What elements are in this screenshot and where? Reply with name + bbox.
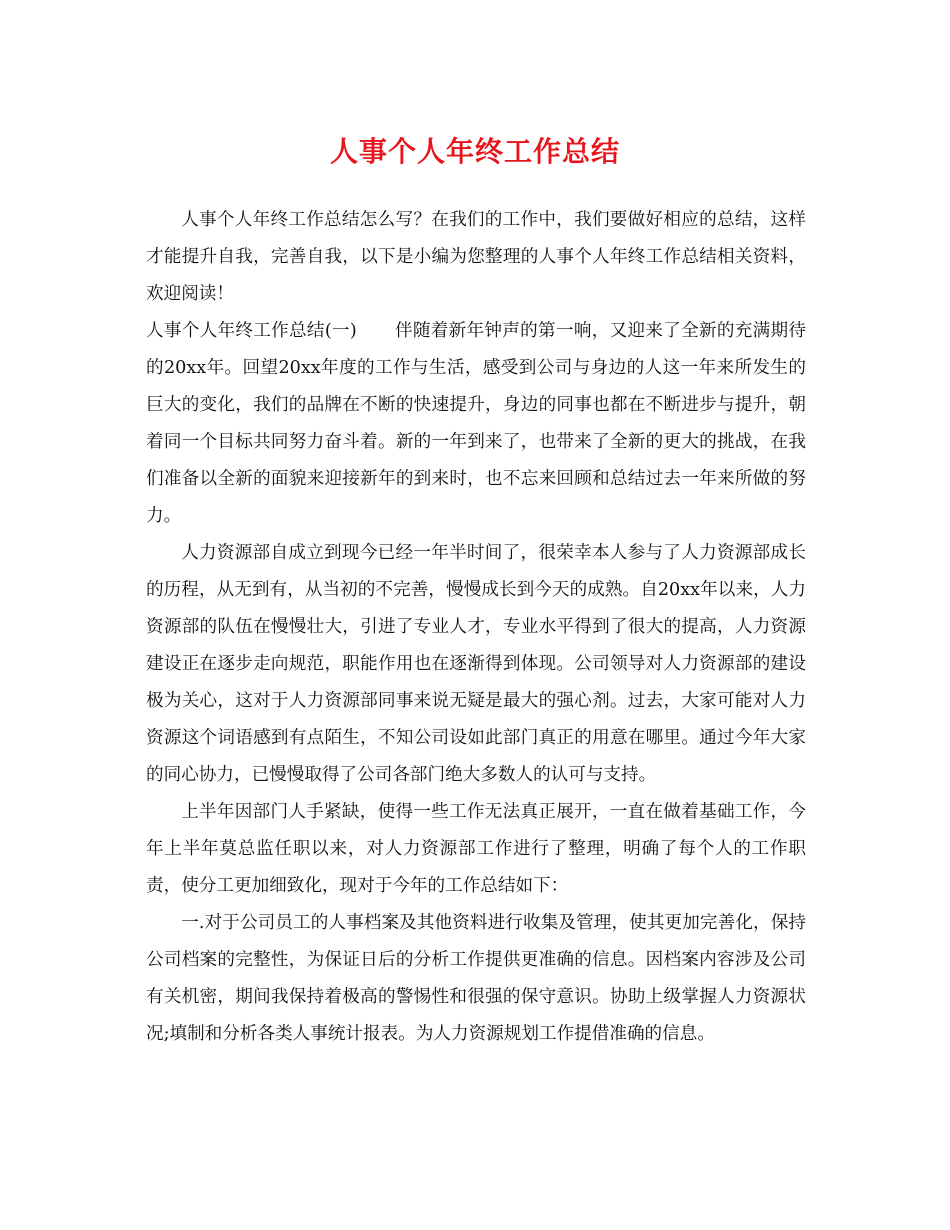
- intro-paragraph: 人事个人年终工作总结怎么写？在我们的工作中，我们要做好相应的总结，这样才能提升自我，完善自我，以下是小编为您整理的人事个人年终工作总结相关资料，欢迎阅读！: [146, 210, 806, 304]
- paragraph-item-one: 一.对于公司员工的人事档案及其他资料进行收集及管理，使其更加完善化，保持公司档案的完整性，为保证日后的分析工作提供更准确的信息。因档案内容涉及公司有关机密，期间我保持着极高的警惕性和很强的保守意识。协助上级掌握人力资源状况;填制和分析各类人事统计报表。为人力资源规划工作提借准确的信息。: [146, 913, 806, 1044]
- section-heading: 人事个人年终工作总结(一): [146, 321, 357, 341]
- paragraph-first-half: 上半年因部门人手紧缺，使得一些工作无法真正展开，一直在做着基础工作，今年上半年莫总监任职以来，对人力资源部工作进行了整理，明确了每个人的工作职责，使分工更加细致化，现对于今年的工作总结如下：: [146, 802, 806, 896]
- section-one-paragraph: [146, 313, 806, 535]
- document-body: [146, 202, 806, 1053]
- document-title: 人事个人年终工作总结: [329, 135, 620, 168]
- paragraph-hr-history: 人力资源部自成立到现今已经一年半时间了，很荣幸本人参与了人力资源部成长的历程，从无到有，从当初的不完善，慢慢成长到今天的成熟。自20xx年以来，人力资源部的队伍在慢慢壮大，引进了专业人才，专业水平得到了很大的提高，人力资源建设正在逐步走向规范，职能作用也在逐渐得到体现。公司领导对人力资源部的建设极为关心，这对于人力资源部同事来说无疑是最大的强心剂。过去，大家可能对人力资源这个词语感到有点陌生，不知公司设如此部门真正的用意在哪里。通过今年大家的同心协力，已慢慢取得了公司各部门绝大多数人的认可与支持。: [146, 543, 806, 785]
- section-first-paragraph: 伴随着新年钟声的第一响，又迎来了全新的充满期待的20xx年。回望20xx年度的工作与生活，感受到公司与身边的人这一年来所发生的巨大的变化，我们的品牌在不断的快速提升，身边的同事也都在不断进步与提升，朝着同一个目标共同努力奋斗着。新的一年到来了，也带来了全新的更大的挑战，在我们准备以全新的面貌来迎接新年的到来时，也不忘来回顾和总结过去一年来所做的努力。: [146, 321, 806, 526]
